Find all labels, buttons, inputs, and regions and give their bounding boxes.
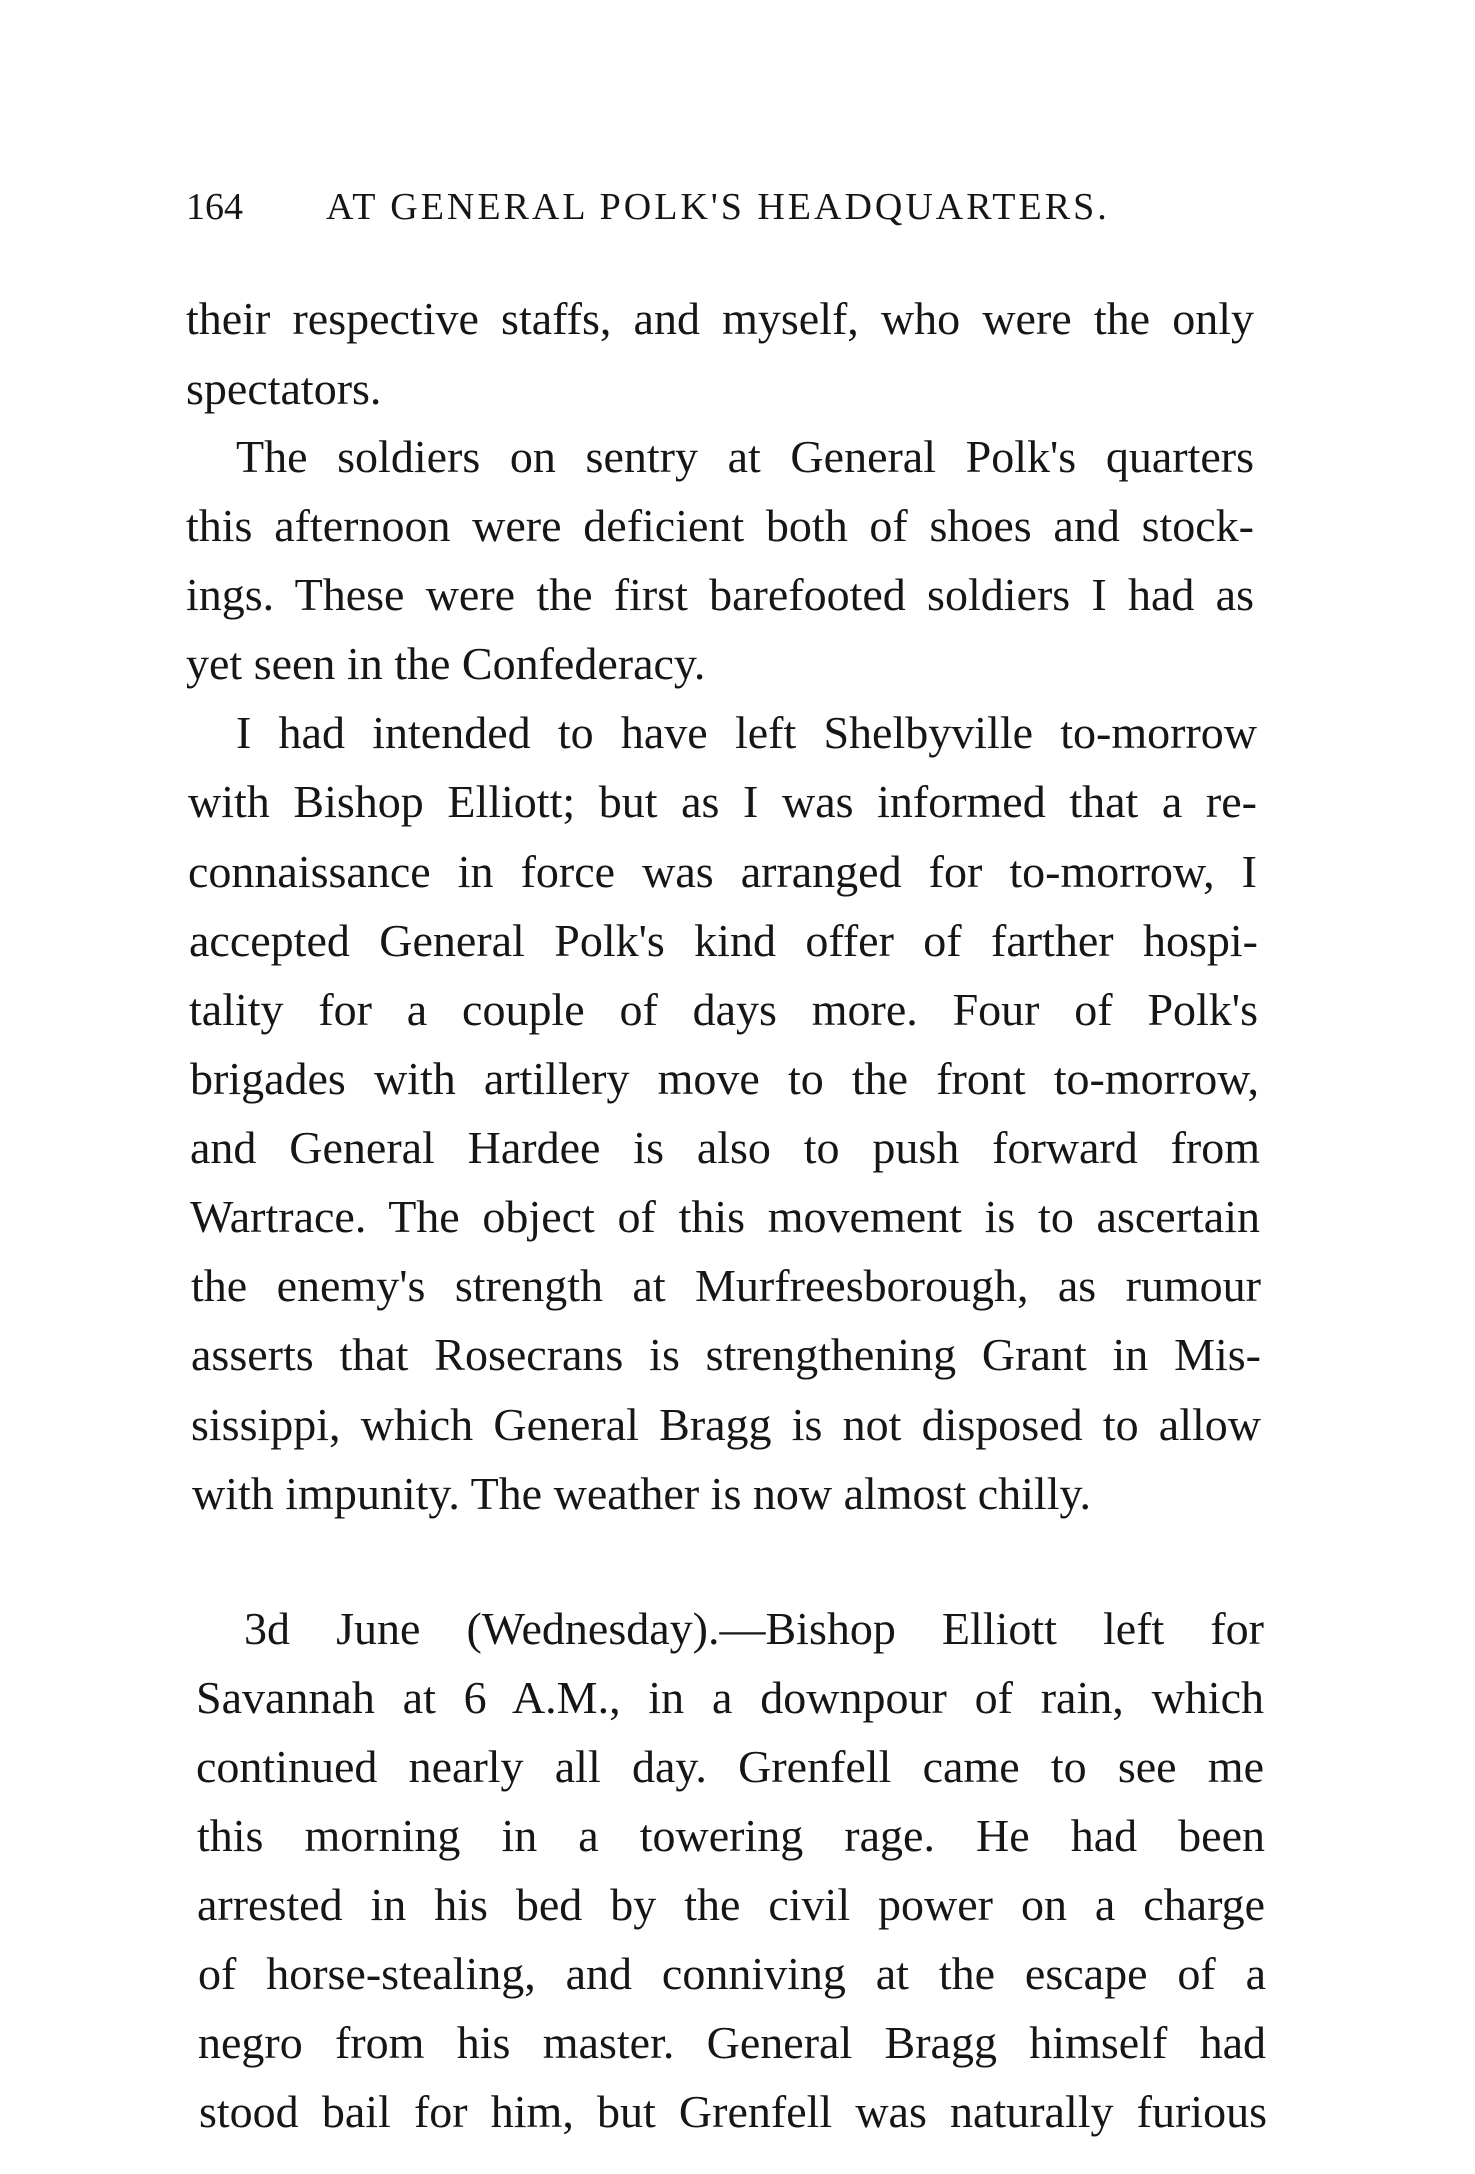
text-line: Savannah at 6 A.M., in a downpour of rain, which [196,1672,1264,1723]
text-line: stood bail for him, but Grenfell was naturally furious [199,2086,1267,2137]
text-line: accepted General Polk's kind offer of farther hospi- [189,915,1258,966]
text-line: arrested in his bed by the civil power on a charge [197,1879,1265,1930]
text-line: connaissance in force was arranged for to-morrow, I [188,846,1257,897]
text-line: tality for a couple of days more. Four of Polk's [189,984,1258,1035]
text-line: sissippi, which General Bragg is not disposed to allow [191,1399,1261,1450]
page-number: 164 [186,186,243,228]
text-line: with Bishop Elliott; but as I was informed that a re- [188,776,1257,827]
text-line: and General Hardee is also to push forward from [190,1122,1260,1173]
text-line: of horse-stealing, and conniving at the escape of a [198,1948,1266,1999]
text-line: this afternoon were deficient both of shoes and stock- [186,500,1254,551]
text-line: I had intended to have left Shelbyville to-morrow [236,707,1257,758]
text-line: their respective staffs, and myself, who were the only [186,293,1254,344]
text-line: this morning in a towering rage. He had been [197,1810,1265,1861]
text-line: ings. These were the first barefooted soldiers I had as [186,569,1254,620]
text-line: brigades with artillery move to the front to-morrow, [190,1053,1259,1104]
text-line: yet seen in the Confederacy. [186,638,706,689]
text-line: spectators. [186,363,382,414]
text-line: continued nearly all day. Grenfell came to see me [196,1741,1264,1792]
text-line: The soldiers on sentry at General Polk's quarters [236,431,1254,482]
running-head: AT GENERAL POLK'S HEADQUARTERS. [326,186,1110,228]
page-header [186,182,1256,232]
text-line: Wartrace. The object of this movement is to ascertain [190,1191,1260,1242]
text-line: negro from his master. General Bragg himself had [198,2017,1266,2068]
text-line: asserts that Rosecrans is strengthening Grant in Mis- [191,1329,1261,1380]
text-line: the enemy's strength at Murfreesborough, as rumour [191,1260,1261,1311]
text-line: 3d June (Wednesday).—Bishop Elliott left for [244,1603,1264,1654]
text-line: with impunity. The weather is now almost chilly. [192,1468,1091,1519]
